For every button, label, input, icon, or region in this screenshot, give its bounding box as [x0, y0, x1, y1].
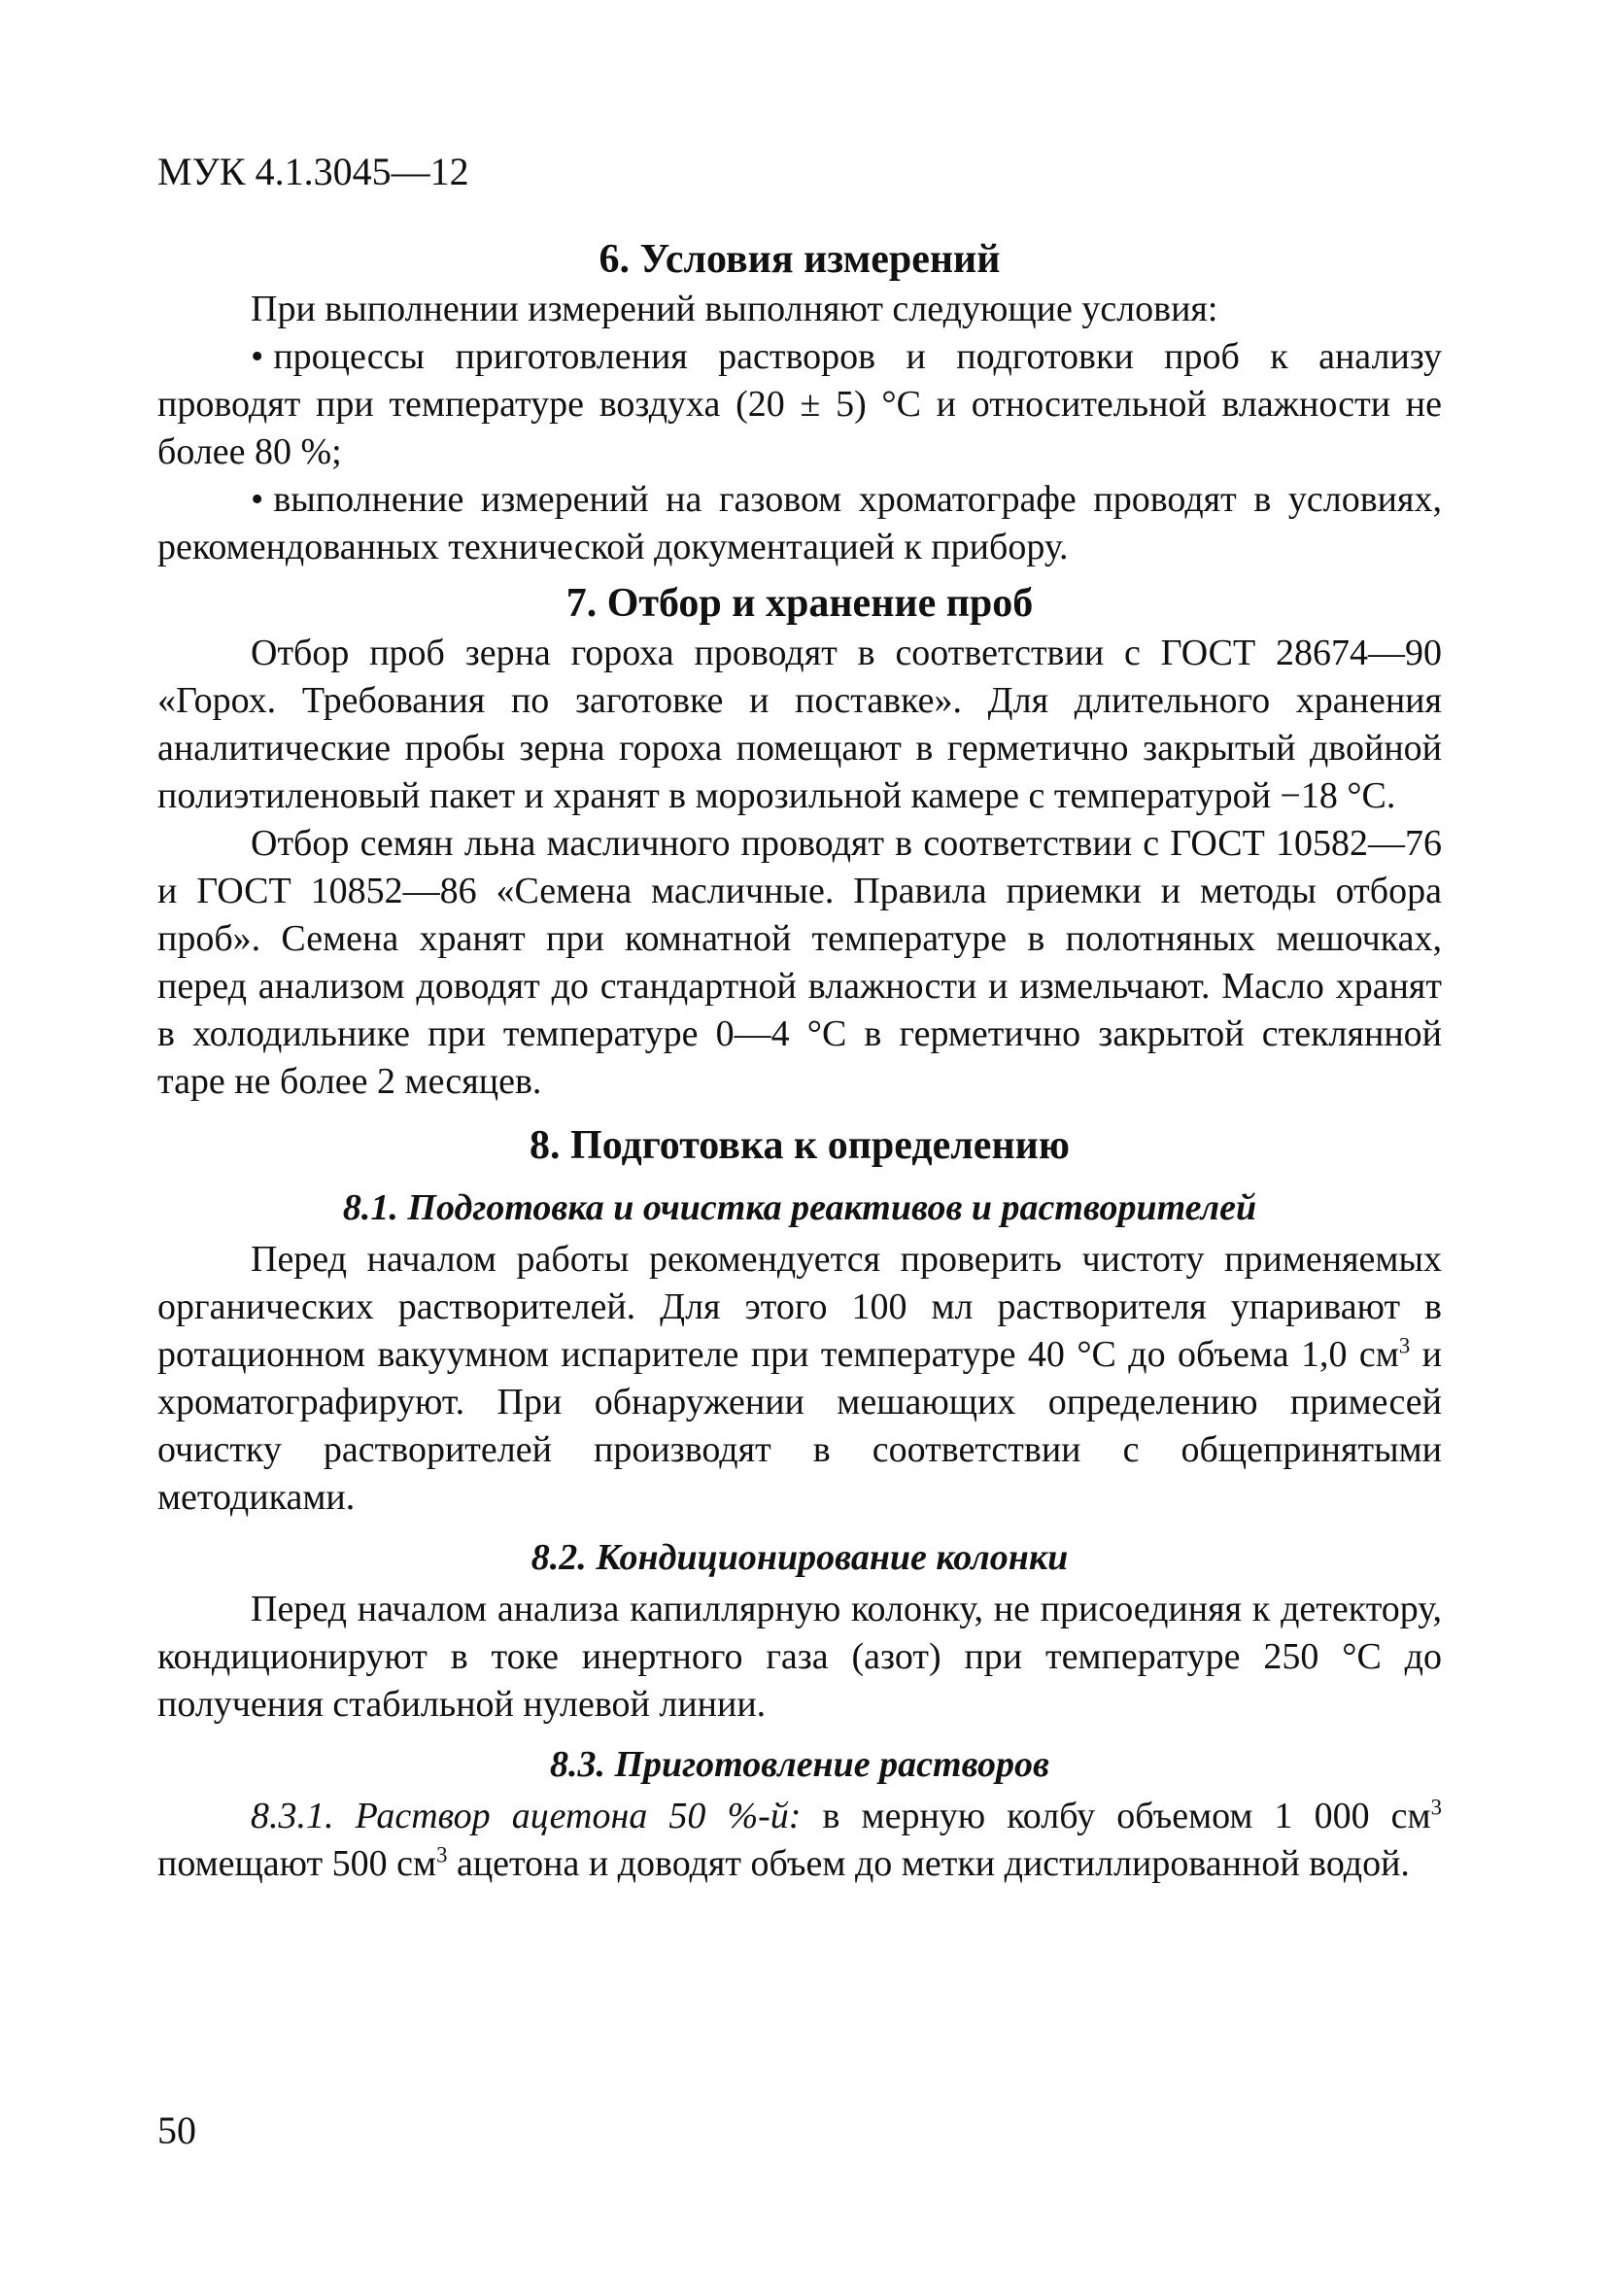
text-part: и хроматографируют. При обнаружении мешающих определению примесей очистку растворителей производят в соответствии с общепринятыми методиками. — [157, 1334, 1442, 1518]
item-8-3-1-text — [157, 1793, 1442, 1888]
text-part: в мерную колбу объемом 1 000 см — [801, 1796, 1431, 1836]
text-part: помещают 500 см — [157, 1843, 437, 1884]
subsection-8-1-text — [157, 1236, 1442, 1522]
section-6-bullet-2 — [157, 476, 1442, 571]
superscript: 3 — [1398, 1333, 1411, 1358]
page-number: 50 — [157, 2108, 196, 2152]
text-part: ацетона и доводят объем до метки дистиллированной водой. — [447, 1843, 1410, 1884]
section-7-paragraph-2: Отбор семян льна масличного проводят в соответствии с ГОСТ 10582—76 и ГОСТ 10852—86 «Семена масличные. Правила приемки и методы отбора проб». Семена хранят при комнатной температуре в полотняных мешочках, перед анализом доводят до стандартной влажности и измельчают. Масло хранят в холодильнике при температуре 0—4 °С в герметично закрытой стеклянной таре не более 2 месяцев. — [157, 823, 1442, 1102]
subsection-8-1-title: 8.1. Подготовка и очистка реактивов и растворителей — [342, 1187, 1257, 1228]
text-flow — [157, 233, 1442, 1888]
subsection-8-2-text: Перед началом анализа капиллярную колонку, не присоединяя к детектору, кондиционируют в токе инертного газа (азот) при температуре 250 °С до получения стабильной нулевой линии. — [157, 1589, 1442, 1725]
item-8-3-1-label: 8.3.1. Раствор ацетона 50 %-й: — [251, 1796, 802, 1836]
bullet-text: процессы приготовления растворов и подготовки проб к анализу проводят при температуре воздуха (20 ± 5) °С и относительной влажности не более 80 %; — [157, 336, 1442, 472]
section-6-bullet-1 — [157, 333, 1442, 476]
subsection-8-3-title: 8.3. Приготовление растворов — [549, 1744, 1050, 1785]
text-part: Перед началом работы рекомендуется проверить чистоту применяемых органических растворителей. Для этого 100 мл растворителя упаривают в ротационном вакуумном испарителе при температуре 40 °С до объема 1,0 см — [157, 1239, 1442, 1375]
bullet-text: выполнение измерений на газовом хроматографе проводят в условиях, рекомендованных технической документацией к прибору. — [157, 479, 1442, 567]
superscript: 3 — [1430, 1795, 1442, 1820]
section-7-paragraph-1: Отбор проб зерна гороха проводят в соответствии с ГОСТ 28674—90 «Горох. Требования по заготовке и поставке». Для длительного хранения аналитические пробы зерна гороха помещают в герметично закрытый двойной полиэтиленовый пакет и хранят в морозильной камере с температурой −18 °С. — [157, 633, 1442, 816]
superscript: 3 — [436, 1842, 448, 1868]
document-code-header: МУК 4.1.3045—12 — [157, 150, 469, 193]
bullet-icon: • — [251, 336, 264, 377]
section-6-intro: При выполнении измерений выполняют следующие условия: — [251, 289, 1218, 329]
section-8-title: 8. Подготовка к определению — [530, 1123, 1070, 1168]
bullet-icon: • — [251, 479, 264, 520]
section-6-title: 6. Условия измерений — [599, 237, 1001, 282]
section-7-title: 7. Отбор и хранение проб — [565, 581, 1034, 626]
subsection-8-2-title: 8.2. Кондиционирование колонки — [530, 1537, 1069, 1578]
